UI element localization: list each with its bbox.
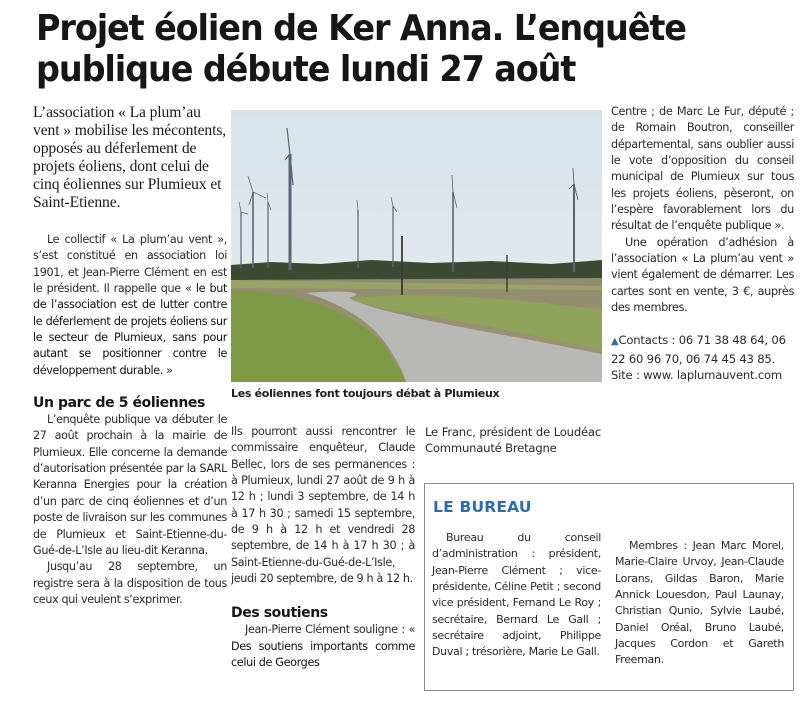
quote-soutiens: Des soutiens importants comme celui de Georges	[231, 639, 415, 670]
title-line-2: publique débute lundi 27 août	[36, 49, 576, 90]
article-title	[36, 8, 743, 90]
box-column-left	[432, 530, 601, 661]
wind-turbines-photo	[231, 110, 602, 382]
triangle-bullet-icon: ▲	[611, 336, 619, 348]
paragraph-le-franc: Le Franc, président de Loudéac Communauté Bretagne	[425, 425, 601, 456]
paragraph-adhesion: Une opération d’adhésion à l’association « La plum’au vent » vient également de démarrer. Les cartes sont en vente, 3 €, auprès des membres.	[611, 235, 794, 315]
le-bureau-box	[424, 483, 794, 691]
column-2b	[425, 424, 601, 457]
quote-but-association: le but de l’association est de lutter contre le déferlement de projets éoliens sur le secteur de Plumieux, sans pour autant se positionner contre le développement durable.	[33, 282, 227, 377]
quote-close: »	[162, 363, 173, 377]
subhead-parc: Un parc de 5 éoliennes	[33, 395, 205, 412]
article-lead: L’association « La plum’au vent » mobilise les mécontents, opposés au déferlement de projets éoliens, dont celui de cinq éoliennes sur Plumieux et Saint-Etienne.	[33, 104, 227, 211]
paragraph-collectif	[33, 232, 227, 379]
paragraph-soutiens	[231, 622, 415, 671]
title-line-1: Projet éolien de Ker Anna. L’enquête	[36, 8, 686, 49]
subhead-soutiens: Des soutiens	[231, 605, 328, 622]
paragraph-enquete: L’enquête publique va débuter le 27 août prochain à la mairie de Plumieux. Elle concerne la demande d’autorisation présentée par la SARL Keranna Energies pour la création d’un parc de cinq éoliennes et d’un poste de livraison sur les communes de Plumieux et Saint-Etienne-du-Gué-de-L’Isle au lieu-dit Keranna.	[33, 413, 227, 557]
photo-illustration	[231, 110, 602, 382]
box-column-right	[615, 538, 784, 669]
paragraph-soutiens-cont: Centre ; de Marc Le Fur, député ; de Romain Boutron, conseiller départemental, sans oublier aussi le vote d’opposition du conseil municipal de Plumieux sur tous les projets éoliens, pèseront, on l’espère favorablement lors du résultat de l’enquête publique ».	[611, 105, 794, 233]
contacts-block	[611, 332, 794, 383]
membres-paragraph: Membres : Jean Marc Morel, Marie-Claire Urvoy, Jean-Claude Lorans, Gildas Baron, Marie Annick Louesdon, Paul Launay, Christian Qunio, Sylvie Laubé, Daniel Oréal, Bruno Laubé, Jacques Cordon et Gareth Freeman.	[615, 539, 784, 667]
bureau-paragraph: Bureau du conseil d’administration : président, Jean-Pierre Clément ; vice-présidente, Céline Petit ; second vice président, Fernand Le Roy ; secrétaire, Bernard Le Gall ; secrétaire adjoint, Philippe Duval ; trésorière, Marie Le Gall.	[432, 531, 601, 659]
paragraph-soutiens-text: Jean-Pierre Clément souligne : «	[245, 623, 415, 637]
photo-caption: Les éoliennes font toujours débat à Plumieux	[231, 387, 500, 400]
paragraph-collectif-text: Le collectif « La plum’au vent », s’est constitué en association loi 1901, et Jean-Pierre Clément en est le président. Il rappelle que «	[33, 233, 227, 296]
paragraph-permanences: Ils pourront aussi rencontrer le commissaire enquêteur, Claude Bellec, lors de ses permanences : à Plumieux, lundi 27 août de 9 h à 12 h ; lundi 3 septembre, de 14 h à 17 h 30 ; samedi 15 septembre, de 9 h à 12 h et vendredi 28 septembre, de 14 h à 17 h 30 ; à Saint-Etienne-du-Gué-de-L’Isle, jeudi 20 septembre, de 9 h à 12 h.	[231, 425, 415, 586]
column-2	[231, 424, 415, 671]
contacts-text: Contacts : 06 71 38 48 64, 06 22 60 96 70, 06 74 45 43 85. Site : www. laplumauvent.com	[611, 333, 786, 383]
column-3	[611, 104, 794, 384]
paragraph-registre: Jusqu’au 28 septembre, un registre sera à la disposition de tous ceux qui veulent s’exprimer.	[33, 560, 227, 606]
box-title: LE BUREAU	[433, 498, 532, 516]
column-1	[33, 104, 227, 608]
